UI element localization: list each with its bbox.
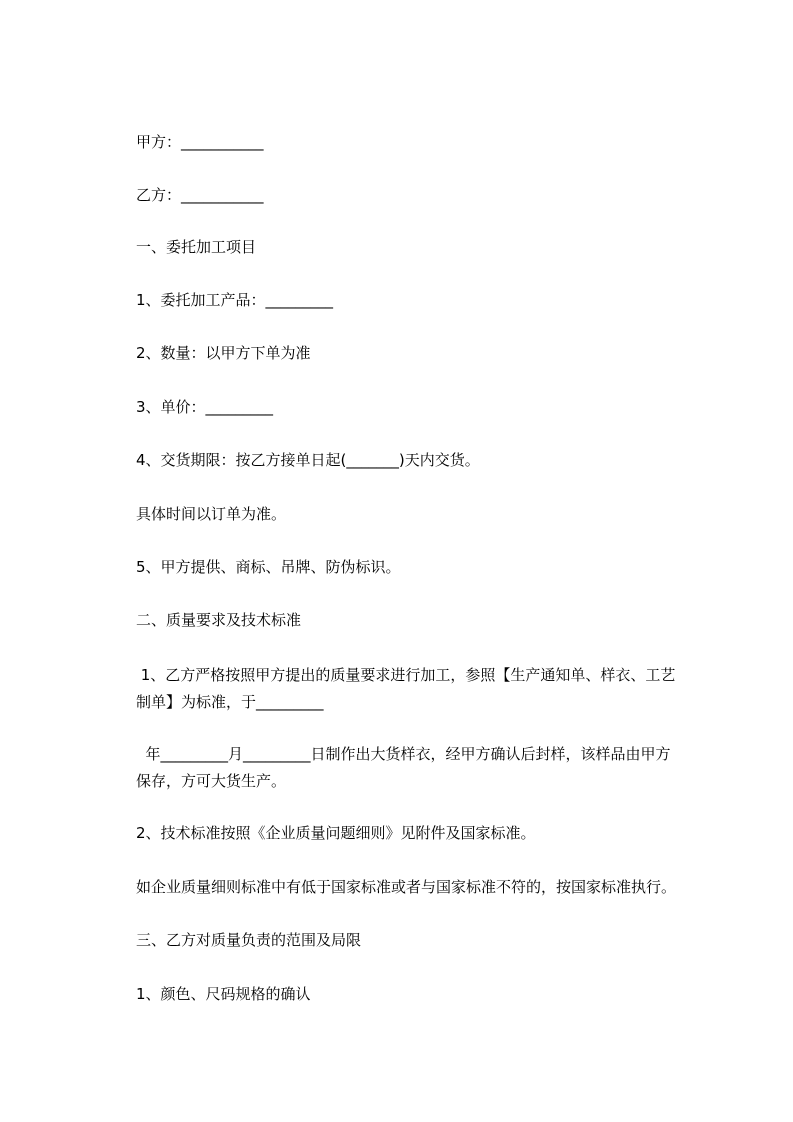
section-2-item-2: 2、技术标准按照《企业质量问题细则》见附件及国家标准。: [136, 824, 536, 842]
section-3-heading: 三、乙方对质量负责的范围及局限: [136, 931, 362, 949]
section-1-heading: 一、委托加工项目: [136, 238, 257, 256]
section-2-item-2-note: 如企业质量细则标准中有低于国家标准或者与国家标准不符的，按国家标准执行。: [136, 878, 677, 896]
item-4-delivery: 4、交货期限：按乙方接单日起(_______)天内交货。: [136, 451, 480, 469]
item-2-quantity: 2、数量：以甲方下单为准: [136, 344, 311, 362]
party-b-line: 乙方：___________: [136, 186, 264, 204]
item-3-price: 3、单价：_________: [136, 398, 274, 416]
section-2-heading: 二、质量要求及技术标准: [136, 611, 302, 629]
section-2-item-1-line-1: 1、乙方严格按照甲方提出的质量要求进行加工，参照【生产通知单、样衣、工艺: [136, 666, 676, 684]
section-2-item-1-line-3: 年_________月_________日制作出大货样衣，经甲方确认后封样，该样品由甲方: [136, 745, 671, 763]
item-1-product: 1、委托加工产品：_________: [136, 291, 334, 309]
party-a-line: 甲方：___________: [136, 133, 264, 151]
item-5-supply: 5、甲方提供、商标、吊牌、防伪标识。: [136, 558, 401, 576]
section-2-item-1-line-2: 制单】为标准，于_________: [136, 693, 324, 711]
section-3-item-1: 1、颜色、尺码规格的确认: [136, 985, 311, 1003]
section-2-item-1-line-4: 保存，方可大货生产。: [136, 772, 287, 790]
item-4-note: 具体时间以订单为准。: [136, 505, 287, 523]
